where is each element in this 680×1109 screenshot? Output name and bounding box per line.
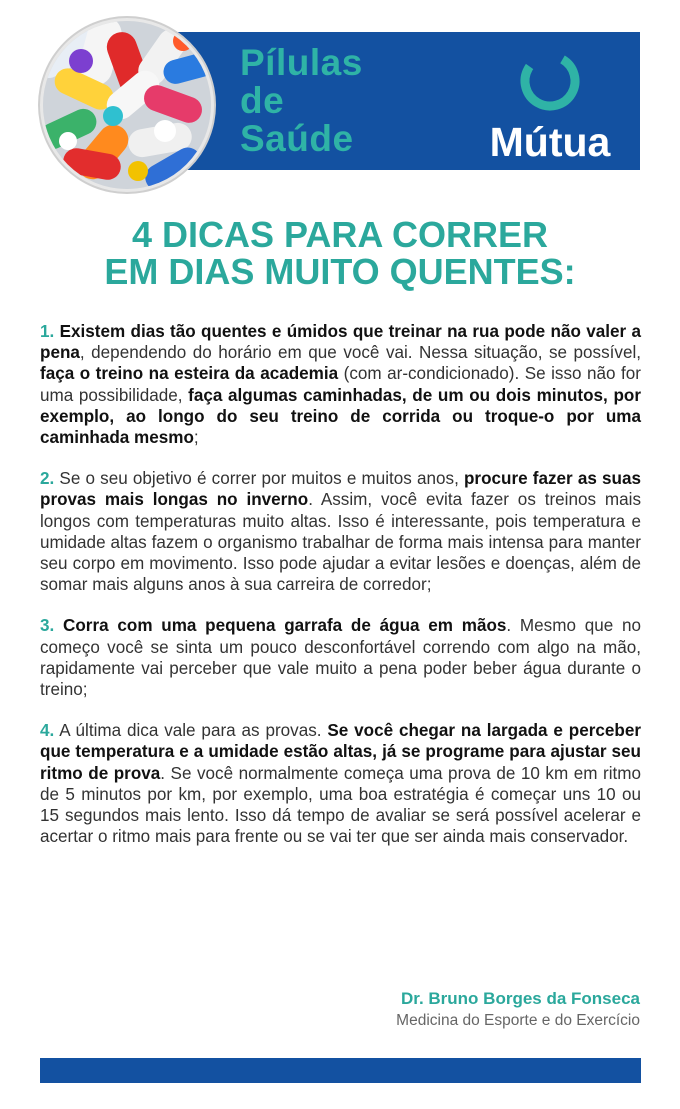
mutua-logo (470, 44, 630, 164)
tip-text: (com ar-condicionado). Se isso não for uma possibilidade, (40, 364, 641, 405)
tip-emphasis: faça algumas caminhadas, de um ou dois minutos, por exemplo, ao longo do seu treino de corrida ou troque-o por uma caminhada mesmo (40, 385, 641, 448)
ring-logo-icon (515, 46, 585, 116)
tip-emphasis: procure fazer as suas provas mais longas no inverno (40, 469, 641, 510)
tip-text: ; (193, 428, 199, 448)
headline (40, 216, 640, 290)
tip-text: . Mesmo que no começo você se sinta um pouco desconfortável correndo com algo na mão, rapidamente vai perceber que vale muito a pena poder beber água durante o treino; (40, 616, 641, 700)
brand-title-line: de (240, 80, 285, 121)
tip-text: Se o seu objetivo é correr por muitos e muitos anos, (54, 469, 464, 489)
tip-number: 4. (40, 721, 55, 741)
tip-emphasis: Se você chegar na largada e perceber que temperatura e a umidade estão altas, já se programe para ajustar seu ritmo de prova (40, 721, 641, 783)
tip-item (40, 321, 641, 448)
logo-text: Mútua (489, 119, 611, 165)
tip-item (40, 720, 641, 847)
tip-emphasis: Existem dias tão quentes e úmidos que treinar na rua pode não valer a pena (40, 322, 641, 363)
tip-text: . Assim, você evita fazer os treinos mais longos com temperaturas muito altas. Isso é interessante, pois temperatura e umidade altas fazem o organismo trabalhar de forma mais intensa para manter seu corpo em movimento. Isso pode ajudar a evitar lesões e doenças, além de somar mais alguns anos à sua carreira de corredor; (40, 490, 641, 595)
pills-image (40, 18, 214, 192)
tip-text: , dependendo do horário em que você vai. Nessa situação, se possível, (79, 343, 641, 363)
brand-title-line: Saúde (240, 118, 354, 159)
author-role: Medicina do Esporte e do Exercício (396, 1012, 640, 1029)
tip-item (40, 615, 641, 700)
tip-number: 2. (40, 469, 55, 489)
tip-text: A última dica vale para as provas. (54, 721, 328, 741)
footer-bar (40, 1058, 641, 1083)
tip-number: 3. (40, 616, 55, 636)
tip-emphasis: faça o treino na esteira da academia (40, 364, 339, 384)
tips-list (40, 321, 641, 867)
brand-title (240, 44, 363, 158)
signature (396, 988, 640, 1032)
author-name: Dr. Bruno Borges da Fonseca (401, 989, 640, 1008)
headline-line: EM DIAS MUITO QUENTES: (104, 251, 576, 292)
tip-item (40, 468, 641, 595)
tip-text: . Se você normalmente começa uma prova de 10 km em ritmo de 5 minutos por km, por exemplo, uma boa estratégia é começar uns 10 ou 15 segundos mais lento. Isso dá tempo de avaliar se será possível acelerar e acertar o ritmo mais para frente ou se vai ter que ser ainda mais conservador. (40, 763, 641, 847)
tip-emphasis: Corra com uma pequena garrafa de água em mãos (54, 616, 507, 636)
brand-title-line: Pílulas (240, 42, 363, 83)
headline-line: 4 DICAS PARA CORRER (131, 214, 549, 255)
tip-number: 1. (40, 322, 55, 341)
